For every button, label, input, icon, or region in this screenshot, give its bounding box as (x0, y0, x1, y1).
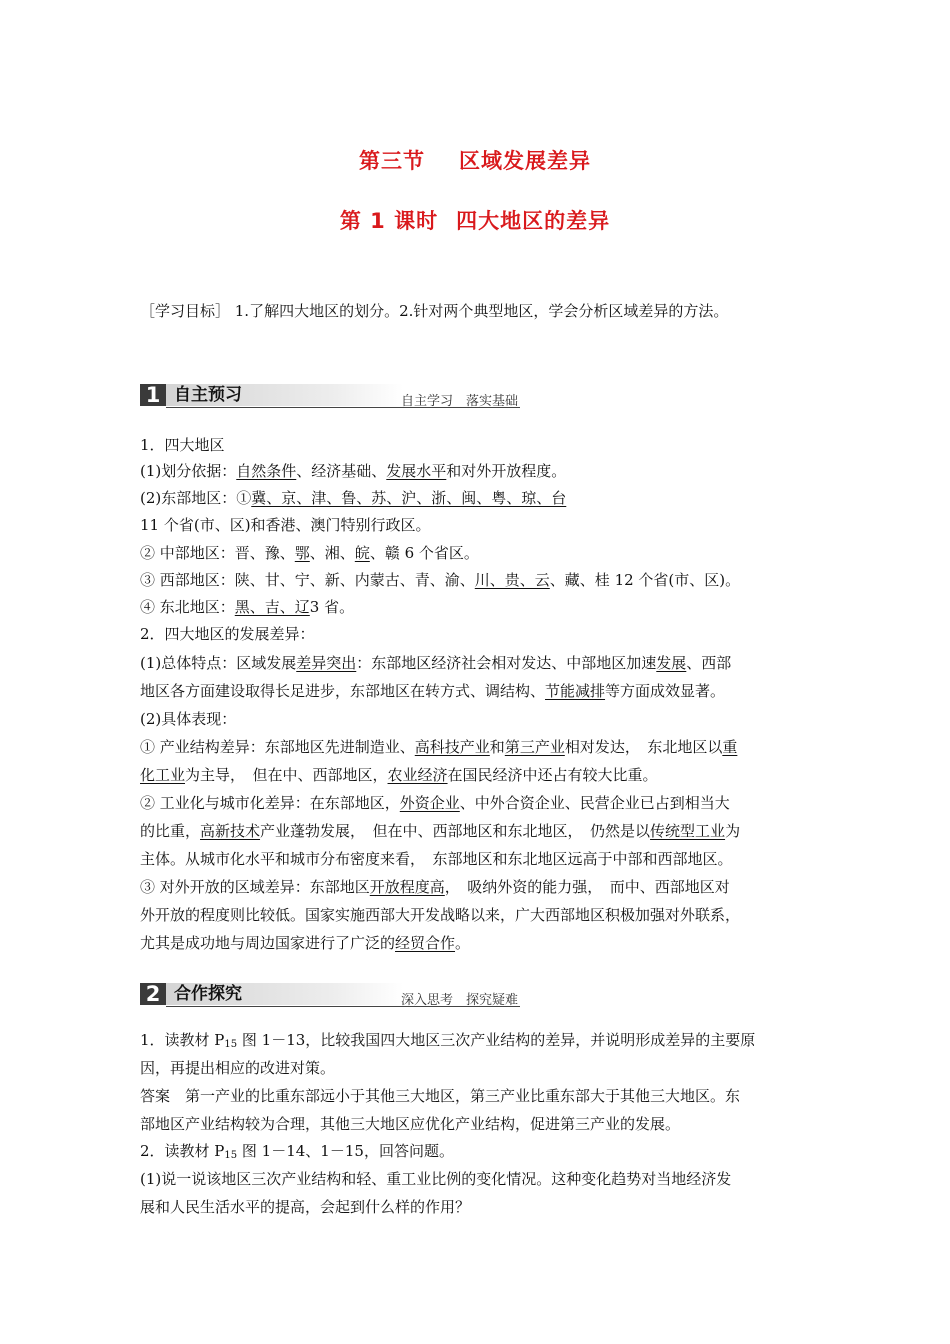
answer-blank: 发展水平 (386, 462, 447, 480)
paragraph: 地区各方面建设取得长足进步，东部地区在转方式、调结构、节能减排等方面成效显著。 (140, 682, 726, 700)
paragraph: ③ 对外开放的区域差异：东部地区开放程度高， 吸纳外资的能力强， 而中、西部地区对 (140, 878, 730, 896)
question: 展和人民生活水平的提高，会起到什么样的作用？ (140, 1198, 471, 1216)
paragraph: ① 产业结构差异：东部地区先进制造业、高科技产业和第三产业相对发达， 东北地区以重 (140, 738, 738, 756)
paragraph: 化工业为主导， 但在中、西部地区，农业经济在国民经济中还占有较大比重。 (140, 766, 658, 784)
question: 因，再提出相应的改进对策。 (140, 1059, 336, 1077)
answer-blank: 外资企业 (399, 794, 460, 812)
answer-blank: 节能减排 (545, 682, 606, 700)
answer-blank: 冀、京、津、鲁、苏、沪、浙、闽、粤、琼、台 (251, 489, 567, 507)
question: 2．读教材 $P_{15}$ 图 1－14、1－15，回答问题。 (140, 1142, 454, 1161)
paragraph: 主体。从城市化水平和城市分布密度来看， 东部地区和东北地区远高于中部和西部地区。 (140, 850, 733, 868)
answer-blank: 农业经济 (387, 766, 448, 784)
lesson-title: 第 1 课时 四大地区的差异 (339, 209, 611, 233)
section-title: 第三节 区域发展差异 (359, 149, 591, 173)
paragraph: 2．四大地区的发展差异： (140, 625, 315, 643)
answer-blank: 川、贵、云 (474, 571, 550, 589)
answer-blank: 黑、吉、辽 (234, 598, 310, 616)
paragraph: 的比重，高新技术产业蓬勃发展， 但在中、西部地区和东北地区， 仍然是以传统型工业为 (140, 822, 741, 840)
paragraph: ④ 东北地区：黑、吉、辽3 省。 (140, 598, 355, 616)
paragraph: (1)总体特点：区域发展差异突出：东部地区经济社会相对发达、中部地区加速发展、西部 (140, 654, 732, 672)
banner-subtitle: 自主学习 落实基础 (400, 394, 518, 409)
banner-number: 2 (140, 983, 166, 1005)
answer-blank: 发展 (656, 654, 687, 672)
paragraph: (2)具体表现： (140, 710, 237, 728)
paragraph: ③ 西部地区：陕、甘、宁、新、内蒙古、青、渝、川、贵、云、藏、桂 12 个省(市、区)。 (140, 571, 741, 589)
banner-label: 合作探究 (166, 983, 403, 1005)
answer-blank: 差异突出 (296, 654, 357, 672)
answer-blank: 高科技产业 (414, 738, 490, 756)
answer-blank: 皖 (354, 544, 370, 562)
paragraph: (1)划分依据：自然条件、经济基础、发展水平和对外开放程度。 (140, 462, 567, 480)
answer: 部地区产业结构较为合理，其他三大地区应优化产业结构，促进第三产业的发展。 (140, 1115, 681, 1133)
answer-blank: 第三产业 (504, 738, 565, 756)
answer-blank: 高新技术 (200, 822, 261, 840)
answer-blank: 重 (722, 738, 738, 756)
paragraph: 外开放的程度则比较低。国家实施西部大开发战略以来，广大西部地区积极加强对外联系， (140, 906, 741, 924)
paragraph: (2)东部地区：①冀、京、津、鲁、苏、沪、浙、闽、粤、琼、台 (140, 489, 567, 507)
answer-blank: 经贸合作 (395, 934, 456, 952)
banner-subtitle: 深入思考 探究疑难 (400, 993, 518, 1008)
paragraph: 11 个省(市、区)和香港、澳门特别行政区。 (140, 516, 431, 534)
answer: 答案 第一产业的比重东部远小于其他三大地区，第三产业比重东部大于其他三大地区。东 (140, 1087, 741, 1105)
paragraph: 1．四大地区 (140, 436, 225, 454)
answer-blank: 鄂 (294, 544, 310, 562)
learning-objectives: ［学习目标］ 1.了解四大地区的划分。2.针对两个典型地区，学会分析区域差异的方法。 (140, 302, 729, 320)
answer-blank: 自然条件 (236, 462, 297, 480)
question: (1)说一说该地区三次产业结构和轻、重工业比例的变化情况。这种变化趋势对当地经济发 (140, 1170, 732, 1188)
question: 1．读教材 $P_{15}$ 图 1－13，比较我国四大地区三次产业结构的差异，并说明形成差异的主要原 (140, 1031, 756, 1050)
banner-number: 1 (140, 384, 166, 406)
paragraph: 尤其是成功地与周边国家进行了广泛的经贸合作。 (140, 934, 471, 952)
answer-blank: 化工业 (140, 766, 186, 784)
section-banner-preview (140, 383, 520, 409)
section-banner-explore (140, 982, 520, 1008)
paragraph: ② 工业化与城市化差异：在东部地区，外资企业、中外合资企业、民营企业已占到相当大 (140, 794, 730, 812)
paragraph: ② 中部地区：晋、豫、鄂、湘、皖、赣 6 个省区。 (140, 544, 479, 562)
answer-blank: 开放程度高 (369, 878, 445, 896)
answer-blank: 传统型工业 (650, 822, 726, 840)
banner-label: 自主预习 (166, 384, 403, 406)
